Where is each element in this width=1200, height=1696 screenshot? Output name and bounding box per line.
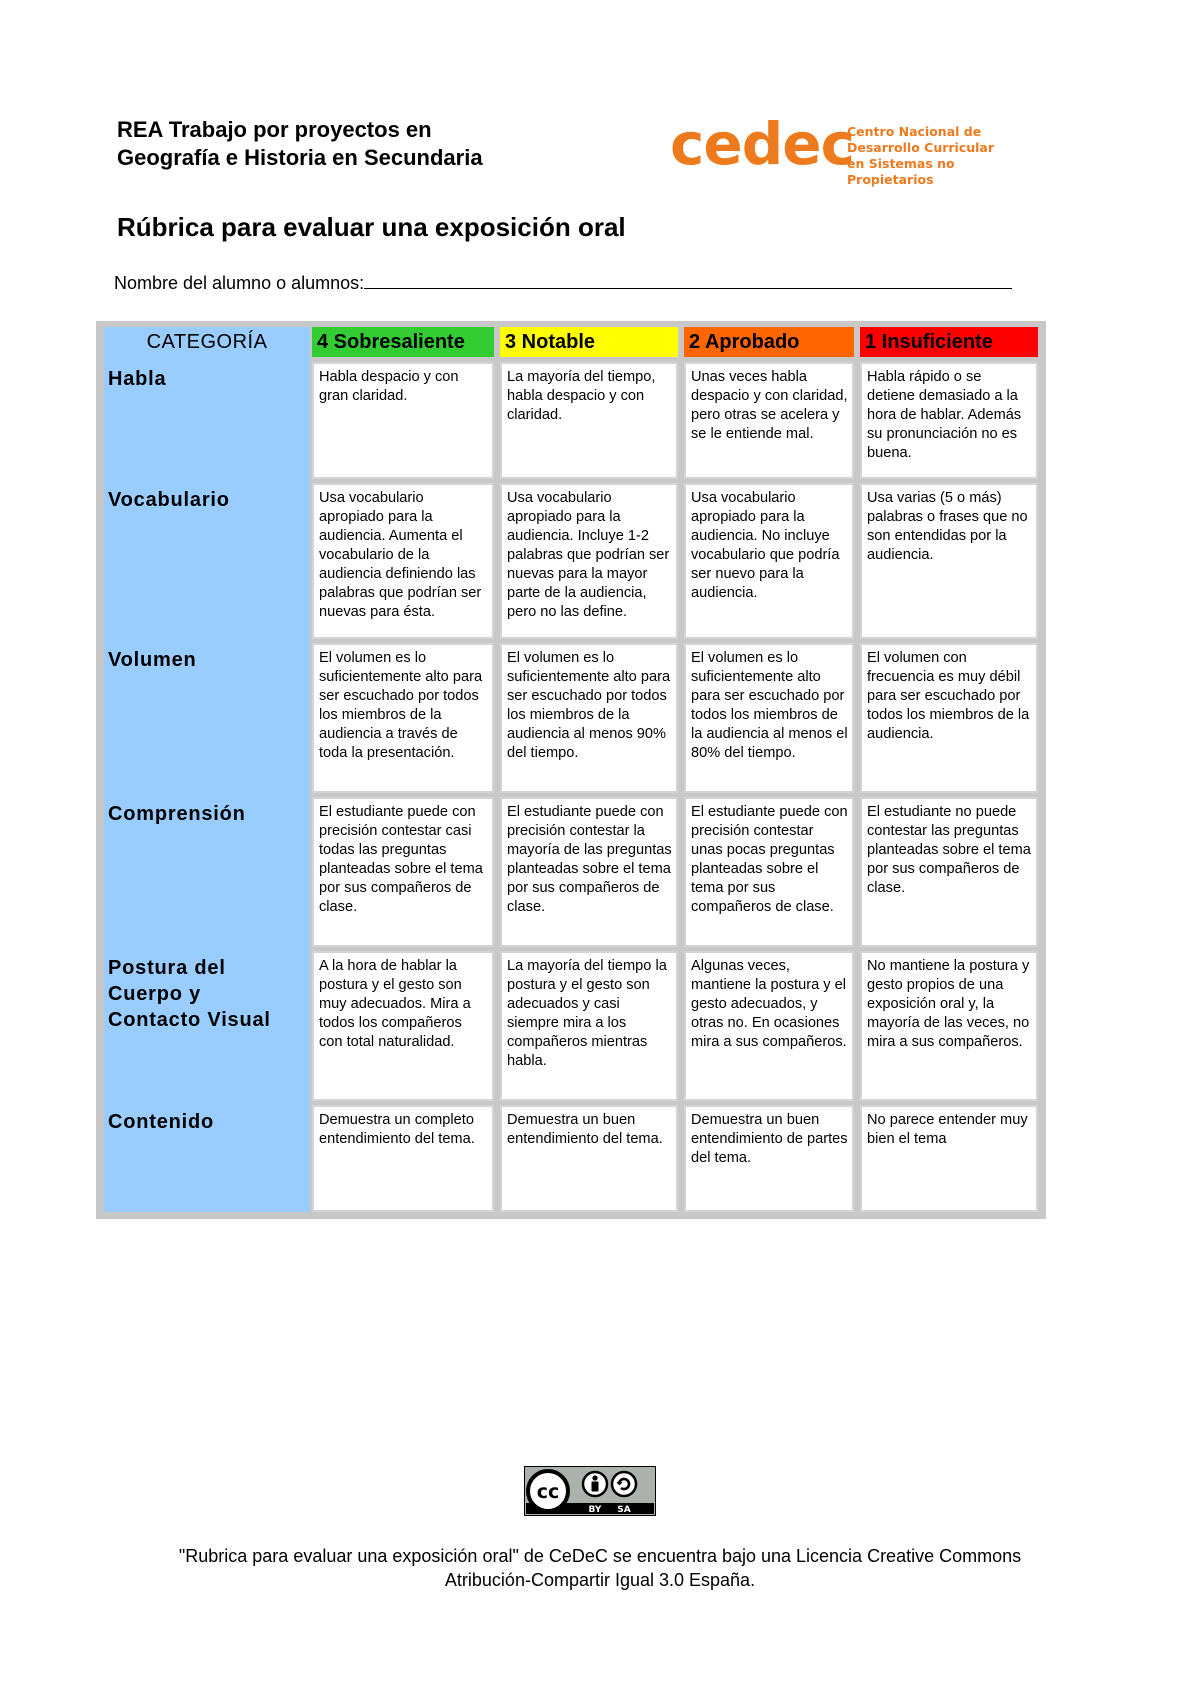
criterion-text: A la hora de hablar la postura y el gesto son muy adecuados. Mira a todos los compañeros con total naturalidad.	[319, 958, 471, 1050]
rubric-cell	[312, 1105, 494, 1212]
rubric-cell	[500, 362, 678, 479]
rubric-cell	[312, 362, 494, 479]
student-name-row	[114, 272, 1012, 294]
header-title-line2: Geografía e Historia en Secundaria	[117, 145, 483, 170]
rubric-cell	[500, 1105, 678, 1212]
category-label: Comprensión	[108, 803, 246, 825]
category-label: Postura del Cuerpo y Contacto Visual	[108, 957, 271, 1031]
header-title	[117, 116, 483, 172]
criterion-text: El volumen con frecuencia es muy débil para ser escuchado por todos los miembros de la audiencia.	[867, 650, 1030, 742]
rubric-cell	[684, 362, 854, 479]
rubric-cell	[860, 362, 1038, 479]
logo-word: cedec	[670, 110, 854, 178]
cc-by-sa-badge	[524, 1466, 656, 1516]
rubric-cell	[860, 797, 1038, 947]
license-line2: Atribución-Compartir Igual 3.0 España.	[444, 1570, 756, 1590]
criterion-text: El estudiante puede con precisión contestar unas pocas preguntas planteadas sobre el tema por sus compañeros de clase.	[691, 804, 848, 915]
logo-line2: Desarrollo Curricular	[847, 140, 995, 155]
criterion-text: No parece entender muy bien el tema	[867, 1112, 1028, 1147]
rubric-cell	[500, 951, 678, 1101]
rubric-cell	[312, 643, 494, 793]
category-label: Habla	[108, 368, 167, 390]
rubric-cell	[684, 483, 854, 639]
student-name-label: Nombre del alumno o alumnos:	[114, 273, 365, 293]
student-name-field[interactable]	[364, 272, 1012, 289]
rubric-cell	[312, 483, 494, 639]
criterion-text: Algunas veces, mantiene la postura y el gesto adecuados, y otras no. En ocasiones mira a sus compañeros.	[691, 958, 847, 1050]
criterion-text: No mantiene la postura y gesto propios de una exposición oral y, la mayoría de las veces, no mira a sus compañeros.	[867, 958, 1030, 1050]
sa-share-icon	[612, 1472, 636, 1496]
criterion-text: Demuestra un completo entendimiento del tema.	[319, 1112, 475, 1147]
criterion-text: El volumen es lo suficientemente alto para ser escuchado por todos los miembros de la audiencia a través de toda la presentación.	[319, 650, 483, 761]
rubric-cell	[860, 1105, 1038, 1212]
criterion-text: Usa vocabulario apropiado para la audiencia. No incluye vocabulario que podría ser nuevo para la audiencia.	[691, 490, 840, 601]
criterion-text: La mayoría del tiempo, habla despacio y con claridad.	[507, 369, 656, 423]
rubric-cell	[684, 797, 854, 947]
category-label: Contenido	[108, 1111, 215, 1133]
criterion-text: Usa varias (5 o más) palabras o frases que no son entendidas por la audiencia.	[867, 490, 1028, 563]
criterion-text: El volumen es lo suficientemente alto para ser escuchado por todos los miembros de la audiencia al menos el 80% del tiempo.	[691, 650, 848, 761]
license-notice	[0, 1544, 1200, 1592]
header-level-4: 4 Sobresaliente	[312, 327, 494, 357]
criterion-text: Unas veces habla despacio y con claridad, pero otras se acelera y se le entiende mal.	[691, 369, 848, 442]
category-label: Vocabulario	[108, 489, 230, 511]
logo-line3: en Sistemas no Propietarios	[847, 156, 955, 187]
criterion-text: Habla despacio y con gran claridad.	[319, 369, 459, 404]
header-level-3: 3 Notable	[500, 327, 678, 357]
rubric-cell	[860, 483, 1038, 639]
criterion-text: El estudiante no puede contestar las preguntas planteadas sobre el tema por sus compañeros de clase.	[867, 804, 1031, 896]
rubric-cell	[500, 483, 678, 639]
document-title: Rúbrica para evaluar una exposición oral	[117, 212, 626, 242]
criterion-text: El estudiante puede con precisión contestar casi todas las preguntas planteadas sobre el tema por sus compañeros de clase.	[319, 804, 483, 915]
category-column	[104, 327, 310, 1212]
criterion-text: Habla rápido o se detiene demasiado a la hora de hablar. Además su pronunciación no es buena.	[867, 369, 1022, 461]
rubric-cell	[860, 951, 1038, 1101]
rubric-cell	[312, 797, 494, 947]
logo-line1: Centro Nacional de	[847, 124, 982, 139]
logo-tagline	[847, 124, 1030, 188]
criterion-text: El estudiante puede con precisión contestar la mayoría de las preguntas planteadas sobre el tema por sus compañeros de clase.	[507, 804, 672, 915]
header-level-1: 1 Insuficiente	[860, 327, 1038, 357]
criterion-text: Demuestra un buen entendimiento de partes del tema.	[691, 1112, 848, 1166]
rubric-cell	[684, 951, 854, 1101]
category-label: Volumen	[108, 649, 197, 671]
criterion-text: La mayoría del tiempo la postura y el gesto son adecuados y casi siempre mira a los compañeros mientras habla.	[507, 958, 667, 1069]
license-line1: "Rubrica para evaluar una exposición oral" de CeDeC se encuentra bajo una Licencia Creative Commons	[178, 1546, 1022, 1566]
criterion-text: Usa vocabulario apropiado para la audiencia. Incluye 1-2 palabras que podrían ser nuevas para la mayor parte de la audiencia, pero no las define.	[507, 490, 670, 620]
rubric-cell	[500, 643, 678, 793]
cedec-logo	[670, 110, 1030, 187]
rubric-cell	[684, 1105, 854, 1212]
header-category: CATEGORÍA	[104, 327, 310, 357]
cc-icon-text: cc	[536, 1481, 560, 1503]
rubric-cell	[684, 643, 854, 793]
criterion-text: Demuestra un buen entendimiento del tema.	[507, 1112, 663, 1147]
by-label: BY	[588, 1505, 602, 1515]
rubric-cell	[860, 643, 1038, 793]
rubric-cell	[500, 797, 678, 947]
header-level-2: 2 Aprobado	[684, 327, 854, 357]
header-title-line1: REA Trabajo por proyectos en	[117, 117, 432, 142]
rubric-cell	[312, 951, 494, 1101]
rubric-table	[96, 321, 1046, 1219]
criterion-text: Usa vocabulario apropiado para la audiencia. Aumenta el vocabulario de la audiencia definiendo las palabras que podrían ser nuevas para ésta.	[319, 490, 482, 620]
criterion-text: El volumen es lo suficientemente alto para ser escuchado por todos los miembros de la audiencia al menos 90% del tiempo.	[507, 650, 671, 761]
sa-label: SA	[617, 1505, 631, 1515]
